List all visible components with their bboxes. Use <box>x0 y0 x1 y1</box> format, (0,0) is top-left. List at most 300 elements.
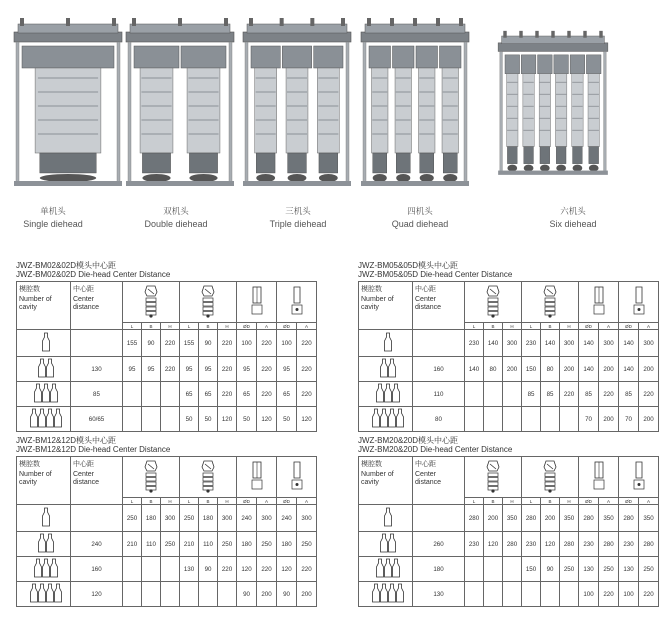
dimension-value: 220 <box>257 357 277 382</box>
table-title-cn: JWZ-BM12&12D模头中心距 <box>16 436 117 445</box>
bottle-cavity-icon <box>359 357 413 382</box>
dimension-value <box>161 407 180 432</box>
dimension-value: 250 <box>218 532 237 557</box>
center-header-en: Center distance <box>415 471 442 486</box>
table-title-en: JWZ-BM12&12D Die-head Center Distance <box>16 445 171 454</box>
mold-type-icon <box>579 282 619 323</box>
dimension-subheader: B <box>142 323 161 330</box>
mold-type-icon <box>277 457 317 498</box>
mold-type-icon <box>619 457 659 498</box>
dimension-subheader: A <box>257 498 277 505</box>
dimension-value: 100 <box>579 582 599 607</box>
triple-diehead-image <box>237 18 357 198</box>
dimension-subheader: H <box>161 323 180 330</box>
table-row <box>359 505 659 532</box>
center-distance-value <box>413 330 465 357</box>
dimension-value: 250 <box>297 532 317 557</box>
dimension-value: 150 <box>522 357 541 382</box>
dimension-value: 180 <box>142 505 161 532</box>
dimension-subheader: ØD <box>237 323 257 330</box>
bottle-cavity-icon <box>359 382 413 407</box>
dimension-value: 80 <box>484 357 503 382</box>
table-title-en: JWZ-BM05&05D Die-head Center Distance <box>358 270 513 279</box>
dimension-value: 280 <box>599 532 619 557</box>
table-title-cn: JWZ-BM05&05D模头中心距 <box>358 261 459 270</box>
mold-type-icon <box>619 282 659 323</box>
dimension-value: 300 <box>218 505 237 532</box>
six-diehead-image <box>493 18 613 198</box>
table-row <box>359 357 659 382</box>
dimension-subheader: A <box>639 323 659 330</box>
caption-cn: 六机头 <box>560 207 586 217</box>
dimension-value: 220 <box>560 382 579 407</box>
center-header-cn: 中心距 <box>73 285 94 293</box>
dimension-value: 180 <box>199 505 218 532</box>
dimension-subheader: ØD <box>619 323 639 330</box>
dimension-value: 250 <box>123 505 142 532</box>
dimension-value: 110 <box>199 532 218 557</box>
dimension-value: 120 <box>541 532 560 557</box>
cavity-header <box>17 457 71 505</box>
dimension-value: 140 <box>619 330 639 357</box>
table-section-bm02 <box>16 261 316 432</box>
dimension-value: 300 <box>639 330 659 357</box>
dimension-value: 90 <box>199 557 218 582</box>
bottle-cavity-icon <box>17 407 71 432</box>
mold-type-icon <box>237 457 277 498</box>
bottle-cavity-icon <box>17 557 71 582</box>
dimension-value: 200 <box>560 357 579 382</box>
dimension-value: 220 <box>297 330 317 357</box>
dimension-subheader: L <box>522 323 541 330</box>
dimension-value: 65 <box>237 382 257 407</box>
dimension-value: 140 <box>579 357 599 382</box>
table-row <box>17 532 317 557</box>
dimension-value: 150 <box>522 557 541 582</box>
dimension-value <box>541 407 560 432</box>
dimension-subheader: L <box>123 498 142 505</box>
center-distance-value <box>413 505 465 532</box>
dimension-value: 90 <box>199 330 218 357</box>
dimension-value: 250 <box>257 532 277 557</box>
dimension-value: 90 <box>277 582 297 607</box>
dimension-value: 220 <box>639 382 659 407</box>
cavity-header-cn: 模腔数 <box>361 285 382 293</box>
center-distance-value: 130 <box>71 357 123 382</box>
dimension-value: 220 <box>257 382 277 407</box>
dimension-value: 85 <box>619 382 639 407</box>
quad-diehead-image <box>355 18 475 198</box>
cavity-header-cn: 模腔数 <box>19 460 40 468</box>
cavity-header-cn: 模腔数 <box>19 285 40 293</box>
table-row <box>17 357 317 382</box>
dimension-value: 95 <box>142 357 161 382</box>
dimension-subheader: ØD <box>237 498 257 505</box>
table-section-bm20 <box>358 436 658 607</box>
dimension-value: 140 <box>541 330 560 357</box>
bottle-cavity-icon <box>17 505 71 532</box>
mold-type-icon <box>579 457 619 498</box>
bottle-cavity-icon <box>359 582 413 607</box>
caption-cn: 单机头 <box>40 207 66 217</box>
bottle-cavity-icon <box>359 557 413 582</box>
dimension-value <box>123 407 142 432</box>
center-distance-table <box>358 456 659 607</box>
caption-en: Quad diehead <box>391 219 449 229</box>
dimension-value: 220 <box>218 357 237 382</box>
dimension-value: 250 <box>639 557 659 582</box>
dimension-value: 250 <box>161 532 180 557</box>
center-header-cn: 中心距 <box>73 460 94 468</box>
center-distance-value: 240 <box>71 532 123 557</box>
cavity-header-en: Number of cavity <box>361 471 394 486</box>
dimension-subheader: H <box>218 498 237 505</box>
dimension-value: 130 <box>180 557 199 582</box>
double-diehead-image <box>120 18 240 198</box>
dimension-value: 200 <box>599 407 619 432</box>
dimension-subheader: H <box>560 498 579 505</box>
dimension-value: 180 <box>277 532 297 557</box>
center-header-cn: 中心距 <box>415 460 436 468</box>
cavity-header-en: Number of cavity <box>19 471 52 486</box>
dimension-value: 220 <box>297 382 317 407</box>
dimension-value: 95 <box>277 357 297 382</box>
table-row <box>17 557 317 582</box>
dimension-value: 120 <box>297 407 317 432</box>
table-row <box>359 407 659 432</box>
dimension-value: 80 <box>541 357 560 382</box>
center-distance-value: 160 <box>413 357 465 382</box>
dimension-value: 65 <box>277 382 297 407</box>
dimension-value: 85 <box>541 382 560 407</box>
dimension-value: 230 <box>522 330 541 357</box>
mold-type-icon <box>522 282 579 323</box>
center-distance-value: 110 <box>413 382 465 407</box>
dimension-value <box>123 557 142 582</box>
dimension-value: 50 <box>237 407 257 432</box>
dimension-value <box>142 382 161 407</box>
cavity-header-cn: 模腔数 <box>361 460 382 468</box>
dimension-value <box>522 582 541 607</box>
cavity-header-en: Number of cavity <box>19 296 52 311</box>
dimension-value: 220 <box>161 330 180 357</box>
dimension-value: 155 <box>123 330 142 357</box>
dimension-value: 230 <box>579 532 599 557</box>
dimension-value: 50 <box>199 407 218 432</box>
center-distance-value <box>71 330 123 357</box>
dimension-value: 220 <box>218 382 237 407</box>
dimension-value: 220 <box>161 357 180 382</box>
dimension-value: 280 <box>579 505 599 532</box>
bottle-cavity-icon <box>17 330 71 357</box>
center-distance-value: 80 <box>413 407 465 432</box>
mold-type-icon <box>237 282 277 323</box>
dimension-subheader: B <box>484 323 503 330</box>
table-row <box>359 532 659 557</box>
dimension-value: 120 <box>277 557 297 582</box>
dimension-value: 140 <box>619 357 639 382</box>
dimension-value: 65 <box>180 382 199 407</box>
dimension-value: 210 <box>123 532 142 557</box>
dimension-value: 250 <box>560 557 579 582</box>
table-row <box>17 505 317 532</box>
mold-type-icon <box>277 282 317 323</box>
caption-en: Single diehead <box>23 219 83 229</box>
dimension-value: 90 <box>237 582 257 607</box>
dimension-value: 220 <box>297 557 317 582</box>
dimension-value: 230 <box>619 532 639 557</box>
mold-type-icon <box>180 457 237 498</box>
dimension-value: 300 <box>560 330 579 357</box>
cavity-header-en: Number of cavity <box>361 296 394 311</box>
dimension-subheader: L <box>522 498 541 505</box>
center-distance-value: 85 <box>71 382 123 407</box>
table-row <box>359 330 659 357</box>
table-row <box>359 382 659 407</box>
dimension-subheader: B <box>541 498 560 505</box>
dimension-subheader: L <box>180 323 199 330</box>
table-section-bm05 <box>358 261 658 432</box>
bottle-cavity-icon <box>17 357 71 382</box>
caption-cn: 三机头 <box>285 207 311 217</box>
center-header-en: Center distance <box>415 296 442 311</box>
dimension-value: 200 <box>503 357 522 382</box>
cavity-header <box>17 282 71 330</box>
center-header <box>413 282 465 330</box>
dimension-value <box>503 582 522 607</box>
dimension-value: 220 <box>297 357 317 382</box>
center-header <box>413 457 465 505</box>
caption-cn: 双机头 <box>163 207 189 217</box>
dimension-subheader: ØD <box>277 323 297 330</box>
dimension-value: 220 <box>599 382 619 407</box>
dimension-value: 280 <box>465 505 484 532</box>
dimension-value: 95 <box>237 357 257 382</box>
dimension-subheader: ØD <box>579 323 599 330</box>
dimension-value: 220 <box>599 582 619 607</box>
table-section-bm12 <box>16 436 316 607</box>
bottle-cavity-icon <box>17 582 71 607</box>
caption-en: Double diehead <box>144 219 208 229</box>
dimension-value <box>465 382 484 407</box>
dimension-value: 300 <box>503 330 522 357</box>
dimension-subheader: B <box>142 498 161 505</box>
dimension-subheader: A <box>599 498 619 505</box>
dimension-value: 350 <box>503 505 522 532</box>
dimension-value <box>484 582 503 607</box>
dimension-value: 230 <box>522 532 541 557</box>
center-distance-table <box>16 456 317 607</box>
dimension-subheader: B <box>199 323 218 330</box>
table-title-cn: JWZ-BM20&20D模头中心距 <box>358 436 459 445</box>
caption-single <box>8 206 98 230</box>
dimension-subheader: H <box>161 498 180 505</box>
dimension-value <box>484 407 503 432</box>
center-header-en: Center distance <box>73 296 100 311</box>
dimension-value: 240 <box>237 505 257 532</box>
dimension-value: 90 <box>142 330 161 357</box>
dimension-value: 280 <box>639 532 659 557</box>
dimension-subheader: ØD <box>619 498 639 505</box>
center-distance-table <box>358 281 659 432</box>
mold-type-icon <box>123 457 180 498</box>
dimension-value: 280 <box>522 505 541 532</box>
dimension-value: 95 <box>180 357 199 382</box>
dimension-value: 250 <box>180 505 199 532</box>
center-distance-value: 260 <box>413 532 465 557</box>
mold-type-icon <box>465 282 522 323</box>
table-row <box>359 582 659 607</box>
dimension-value: 95 <box>199 357 218 382</box>
dimension-value: 230 <box>465 330 484 357</box>
dimension-subheader: ØD <box>277 498 297 505</box>
dimension-value: 140 <box>484 330 503 357</box>
dimension-subheader: H <box>560 323 579 330</box>
dimension-value <box>123 582 142 607</box>
dimension-value: 220 <box>257 330 277 357</box>
dimension-value <box>218 582 237 607</box>
dimension-value: 70 <box>619 407 639 432</box>
dimension-value <box>503 407 522 432</box>
dimension-subheader: H <box>503 323 522 330</box>
dimension-value <box>560 407 579 432</box>
single-diehead-image <box>8 18 128 198</box>
dimension-subheader: A <box>257 323 277 330</box>
table-row <box>17 407 317 432</box>
dimension-value <box>484 557 503 582</box>
dimension-subheader: B <box>541 323 560 330</box>
center-header <box>71 282 123 330</box>
dimension-value: 110 <box>142 532 161 557</box>
dimension-value: 200 <box>639 357 659 382</box>
center-distance-value: 180 <box>413 557 465 582</box>
dimension-value: 220 <box>218 557 237 582</box>
dimension-value <box>503 382 522 407</box>
caption-six <box>525 206 621 230</box>
dimension-value: 350 <box>599 505 619 532</box>
cavity-header <box>359 457 413 505</box>
dimension-value: 120 <box>484 532 503 557</box>
dimension-value: 130 <box>579 557 599 582</box>
dimension-value: 85 <box>522 382 541 407</box>
caption-quad <box>372 206 468 230</box>
bottle-cavity-icon <box>17 532 71 557</box>
dimension-value <box>199 582 218 607</box>
dimension-value <box>560 582 579 607</box>
center-header <box>71 457 123 505</box>
dimension-value: 200 <box>484 505 503 532</box>
caption-en: Six diehead <box>549 219 597 229</box>
dimension-value <box>465 407 484 432</box>
dimension-subheader: B <box>199 498 218 505</box>
dimension-value: 350 <box>639 505 659 532</box>
dimension-value: 100 <box>237 330 257 357</box>
dimension-value: 100 <box>277 330 297 357</box>
dimension-value: 300 <box>297 505 317 532</box>
dimension-value <box>465 582 484 607</box>
bottle-cavity-icon <box>17 382 71 407</box>
dimension-value <box>522 407 541 432</box>
bottle-cavity-icon <box>359 505 413 532</box>
dimension-subheader: L <box>465 323 484 330</box>
dimension-subheader: L <box>180 498 199 505</box>
dimension-value: 300 <box>161 505 180 532</box>
dimension-value: 90 <box>541 557 560 582</box>
mold-type-icon <box>123 282 180 323</box>
dimension-value: 140 <box>465 357 484 382</box>
dimension-value: 140 <box>579 330 599 357</box>
dimension-value: 220 <box>257 557 277 582</box>
dimension-value: 120 <box>257 407 277 432</box>
dimension-value: 200 <box>599 357 619 382</box>
bottle-cavity-icon <box>359 532 413 557</box>
center-distance-value: 160 <box>71 557 123 582</box>
dimension-value: 50 <box>277 407 297 432</box>
dimension-value: 100 <box>619 582 639 607</box>
bottle-cavity-icon <box>359 407 413 432</box>
table-row <box>359 557 659 582</box>
center-distance-value: 120 <box>71 582 123 607</box>
dimension-value: 200 <box>639 407 659 432</box>
cavity-header <box>359 282 413 330</box>
dimension-value: 50 <box>180 407 199 432</box>
dimension-value: 200 <box>257 582 277 607</box>
dimension-value: 300 <box>599 330 619 357</box>
dimension-value <box>161 582 180 607</box>
mold-type-icon <box>465 457 522 498</box>
table-row <box>17 582 317 607</box>
dimension-value: 85 <box>579 382 599 407</box>
table-title-en: JWZ-BM20&20D Die-head Center Distance <box>358 445 513 454</box>
dimension-subheader: A <box>639 498 659 505</box>
dimension-value <box>123 382 142 407</box>
dimension-value: 280 <box>619 505 639 532</box>
center-distance-value: 130 <box>413 582 465 607</box>
mold-type-icon <box>522 457 579 498</box>
dimension-subheader: H <box>503 498 522 505</box>
caption-en: Triple diehead <box>269 219 327 229</box>
table-row <box>17 382 317 407</box>
dimension-value: 280 <box>503 532 522 557</box>
dimension-subheader: A <box>599 323 619 330</box>
dimension-value: 280 <box>560 532 579 557</box>
dimension-value: 240 <box>277 505 297 532</box>
dimension-value <box>142 582 161 607</box>
dimension-value <box>541 582 560 607</box>
dimension-subheader: ØD <box>579 498 599 505</box>
dimension-value: 180 <box>237 532 257 557</box>
caption-triple <box>250 206 346 230</box>
dimension-value: 220 <box>639 582 659 607</box>
center-header-en: Center distance <box>73 471 100 486</box>
dimension-value: 95 <box>123 357 142 382</box>
dimension-value: 250 <box>599 557 619 582</box>
dimension-value: 350 <box>560 505 579 532</box>
center-header-cn: 中心距 <box>415 285 436 293</box>
dimension-subheader: L <box>123 323 142 330</box>
bottle-cavity-icon <box>359 330 413 357</box>
dimension-value: 230 <box>465 532 484 557</box>
dimension-value: 210 <box>180 532 199 557</box>
dimension-value <box>161 557 180 582</box>
dimension-value <box>484 382 503 407</box>
table-title-en: JWZ-BM02&02D Die-head Center Distance <box>16 270 171 279</box>
dimension-subheader: H <box>218 323 237 330</box>
dimension-value: 70 <box>579 407 599 432</box>
dimension-value <box>142 557 161 582</box>
dimension-value: 65 <box>199 382 218 407</box>
dimension-value: 130 <box>619 557 639 582</box>
